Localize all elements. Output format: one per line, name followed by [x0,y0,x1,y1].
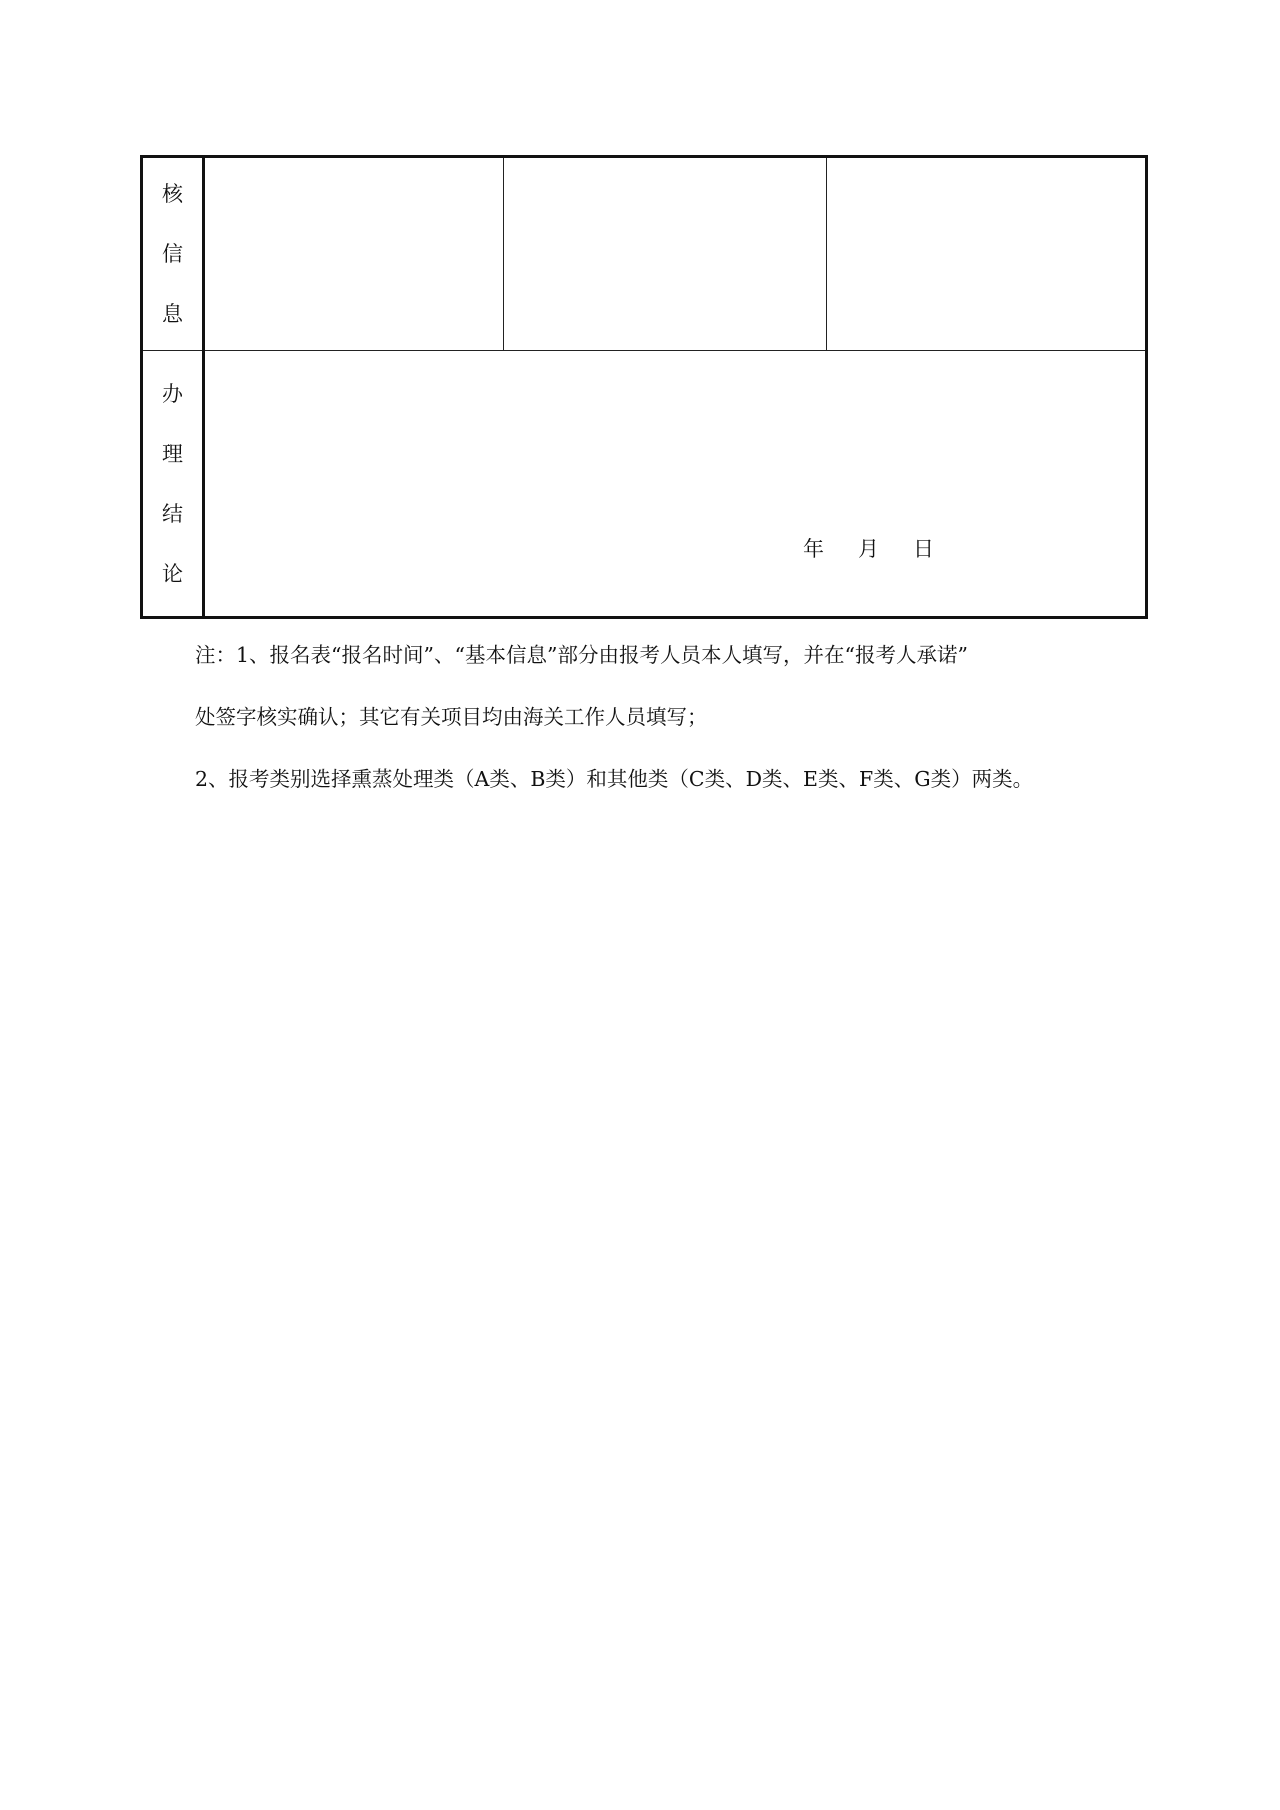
date-month: 月 [858,537,879,561]
note-line-3: 2、报考类别选择熏蒸处理类（A类、B类）和其他类（C类、D类、E类、F类、G类）两类。 [195,767,1034,791]
verify-info-field-1[interactable] [204,157,504,351]
conclusion-label-cell [142,351,204,618]
verify-info-row [142,157,1147,351]
label-char: 结 [162,501,183,526]
verify-info-field-2[interactable] [504,157,827,351]
date-year: 年 [803,537,824,561]
conclusion-field[interactable] [204,351,1147,618]
label-char: 核 [162,182,183,206]
verify-info-field-3[interactable] [827,157,1147,351]
form-table [140,155,1148,619]
verify-info-label-cell [142,157,204,351]
notes [195,640,1145,826]
label-char: 论 [162,561,183,586]
label-char: 信 [162,242,183,266]
conclusion-row [142,351,1147,618]
note-line-1: 注：1、报名表“报名时间”、“基本信息”部分由报考人员本人填写，并在“报考人承诺” [195,643,968,667]
label-char: 理 [162,441,183,466]
date-day: 日 [913,537,934,561]
date-line [803,533,934,563]
verify-info-label [143,181,202,327]
label-char: 办 [162,381,183,406]
label-char: 息 [162,302,183,326]
conclusion-label [143,381,202,587]
note-line-2: 处签字核实确认；其它有关项目均由海关工作人员填写； [195,705,708,729]
